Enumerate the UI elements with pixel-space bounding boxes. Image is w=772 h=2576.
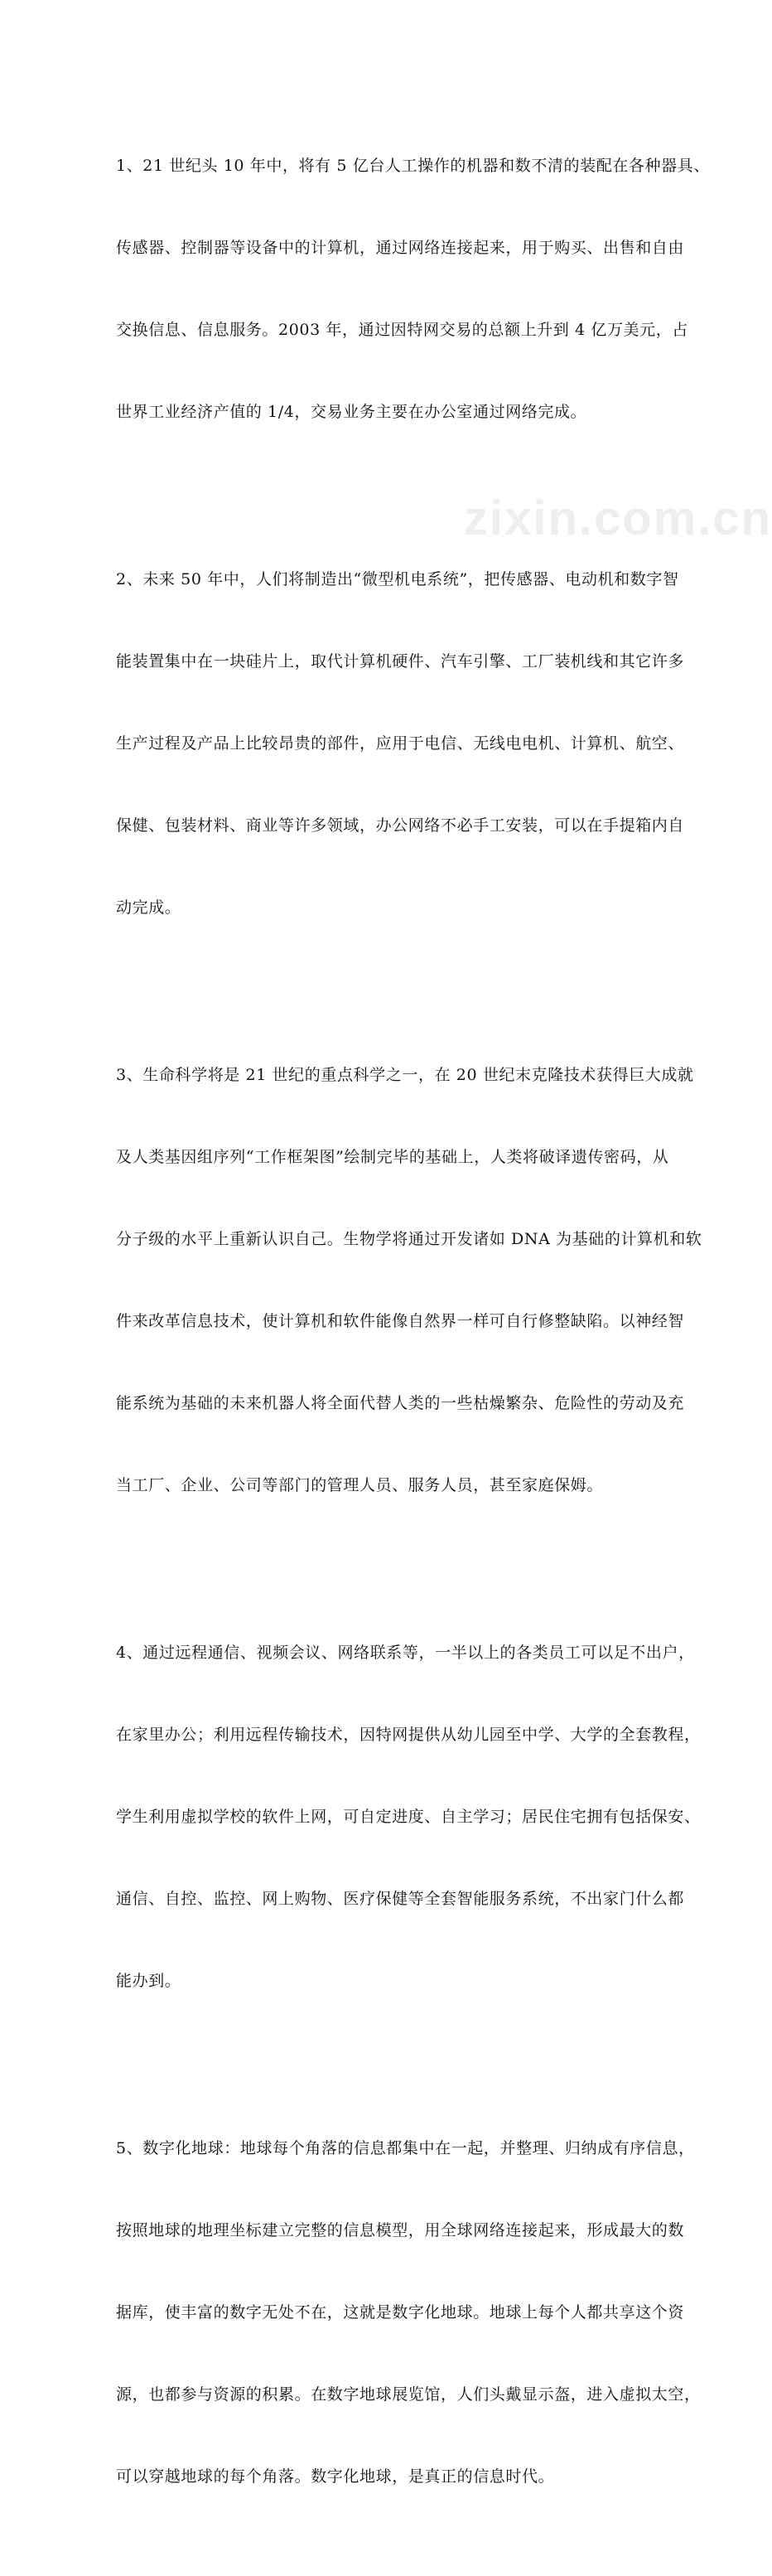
paragraph-4 xyxy=(116,1585,701,2050)
paragraph-line: 4、通过远程通信、视频会议、网络联系等，一半以上的各类员工可以足不出户， xyxy=(116,1644,695,1662)
paragraph-line: 能办到。 xyxy=(116,1972,181,1990)
paragraph-line: 保健、包装材料、商业等许多领域，办公网络不必手工安装，可以在手提箱内自 xyxy=(116,816,685,835)
paragraph-line: 3、生命科学将是 21 世纪的重点科学之一，在 20 世纪末克隆技术获得巨大成就 xyxy=(116,1066,694,1084)
paragraph-line: 动完成。 xyxy=(116,898,181,917)
paragraph-line: 交换信息、信息服务。2003 年，通过因特网交易的总额上升到 4 亿万美元，占 xyxy=(116,321,688,339)
paragraph-line: 能系统为基础的未来机器人将全面代替人类的一些枯燥繁杂、危险性的劳动及充 xyxy=(116,1394,685,1412)
paragraph-line: 可以穿越地球的每个角落。数字化地球，是真正的信息时代。 xyxy=(116,2467,555,2486)
paragraph-line: 2、未来 50 年中，人们将制造出“微型机电系统”，把传感器、电动机和数字智 xyxy=(116,570,679,588)
paragraph-line: 生产过程及产品上比较昂贵的部件，应用于电信、无线电电机、计算机、航空、 xyxy=(116,734,685,753)
paragraph-3 xyxy=(116,1007,702,1554)
paragraph-line: 分子级的水平上重新认识自己。生物学将通过开发诸如 DNA 为基础的计算机和软 xyxy=(116,1230,702,1248)
paragraph-1 xyxy=(116,98,710,481)
paragraph-5 xyxy=(116,2080,701,2545)
paragraph-line: 源，也都参与资源的积累。在数字地球展览馆，人们头戴显示盔，进入虚拟太空， xyxy=(116,2385,701,2404)
paragraph-line: 世界工业经济产值的 1/4，交易业务主要在办公室通过网络完成。 xyxy=(116,403,587,421)
paragraph-line: 学生利用虚拟学校的软件上网，可自定进度、自主学习；居民住宅拥有包括保安、 xyxy=(116,1808,701,1826)
document-body xyxy=(116,98,710,2576)
paragraph-line: 能装置集中在一块硅片上，取代计算机硬件、汽车引擎、工厂装机线和其它许多 xyxy=(116,652,685,671)
paragraph-line: 传感器、控制器等设备中的计算机，通过网络连接起来，用于购买、出售和自由 xyxy=(116,239,685,257)
watermark-text: zixin.com.cn xyxy=(464,491,772,545)
paragraph-line: 5、数字化地球：地球每个角落的信息都集中在一起，并整理、归纳成有序信息， xyxy=(116,2139,695,2157)
paragraph-line: 按照地球的地理坐标建立完整的信息模型，用全球网络连接起来，形成最大的数 xyxy=(116,2221,685,2239)
paragraph-line: 件来改革信息技术，使计算机和软件能像自然界一样可自行修整缺陷。以神经智 xyxy=(116,1312,685,1330)
paragraph-line: 通信、自控、监控、网上购物、医疗保健等全套智能服务系统，不出家门什么都 xyxy=(116,1890,685,1908)
paragraph-line: 1、21 世纪头 10 年中，将有 5 亿台人工操作的机器和数不清的装配在各种器具、 xyxy=(116,157,710,175)
paragraph-line: 在家里办公；利用远程传输技术，因特网提供从幼儿园至中学、大学的全套教程， xyxy=(116,1726,701,1744)
paragraph-2 xyxy=(116,511,685,976)
paragraph-line: 及人类基因组序列“工作框架图”绘制完毕的基础上，人类将破译遗传密码，从 xyxy=(116,1148,669,1166)
paragraph-line: 当工厂、企业、公司等部门的管理人员、服务人员，甚至家庭保姆。 xyxy=(116,1476,604,1494)
paragraph-line: 据库，使丰富的数字无处不在，这就是数字化地球。地球上每个人都共享这个资 xyxy=(116,2303,685,2322)
